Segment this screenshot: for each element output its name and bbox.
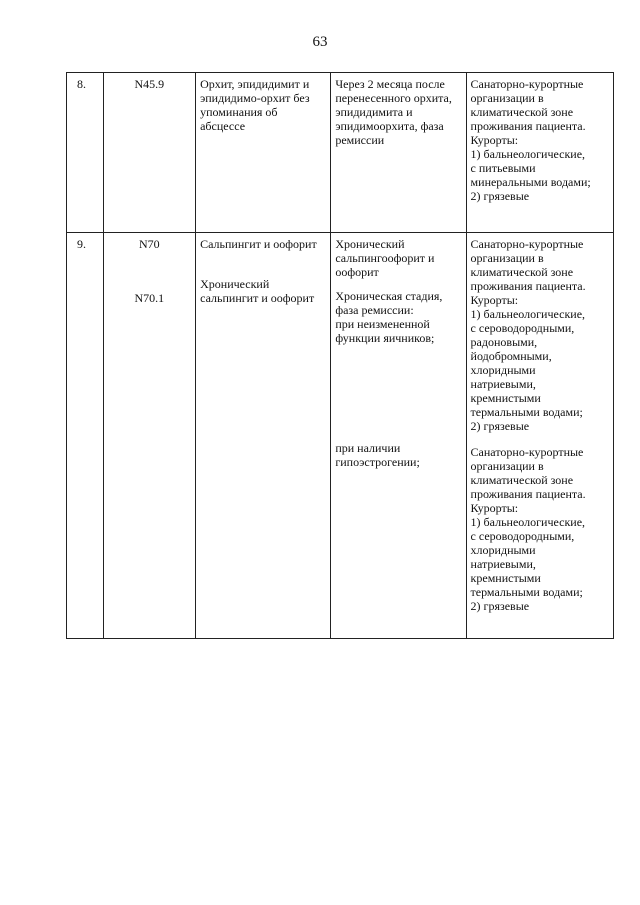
disease-phase-cell: [331, 73, 466, 233]
row-number: 9.: [77, 237, 86, 251]
table-row: [67, 73, 614, 233]
diagnosis-name: Хронический сальпингит и оофорит: [200, 277, 315, 305]
diagnosis-code-cell: [103, 73, 196, 233]
diagnosis-name: Орхит, эпидидимит и эпидидимо-орхит без упоминания об абсцессе: [200, 77, 310, 133]
table-row: [67, 233, 614, 639]
disease-phase-cell: [331, 233, 466, 639]
recommendation-cell: [466, 73, 613, 233]
recommendation: Санаторно-курортные организации в климатической зоне проживания пациента. Курорты: 1) бальнеологические, с сероводородными, хлоридными натриевыми, кремнистыми термальными водами; 2) грязевые: [470, 445, 586, 613]
diagnosis-name: Сальпингит и оофорит: [200, 237, 317, 251]
disease-phase: при наличии гипоэстрогении;: [335, 441, 420, 469]
row-number-cell: [67, 73, 104, 233]
disease-phase: Хроническая стадия, фаза ремиссии: при неизмененной функции яичников;: [335, 289, 443, 345]
disease-phase: Хронический сальпингоофорит и оофорит: [335, 237, 435, 279]
diagnosis-code: N70: [139, 237, 160, 251]
recommendation: Санаторно-курортные организации в климатической зоне проживания пациента. Курорты: 1) бальнеологические, с питьевыми минеральными водами; 2) грязевые: [470, 77, 591, 203]
diagnosis-code: N45.9: [134, 77, 165, 91]
recommendation-cell: [466, 233, 613, 639]
row-number-cell: [67, 233, 104, 639]
diagnosis-name-cell: [196, 233, 331, 639]
resort-recommendations-table: [66, 72, 614, 639]
diagnosis-code-cell: [103, 233, 196, 639]
recommendation: Санаторно-курортные организации в климатической зоне проживания пациента. Курорты: 1) бальнеологические, с сероводородными, радоновыми, йодобромными, хлоридными натриевыми, кремнистыми термальными водами; 2) грязевые: [470, 237, 586, 433]
disease-phase: Через 2 месяца после перенесенного орхита, эпидидимита и эпидимоорхита, фаза ремиссии: [335, 77, 452, 147]
row-number: 8.: [77, 77, 86, 91]
page-number: 63: [312, 34, 328, 50]
diagnosis-name-cell: [196, 73, 331, 233]
diagnosis-code: N70.1: [134, 291, 165, 305]
